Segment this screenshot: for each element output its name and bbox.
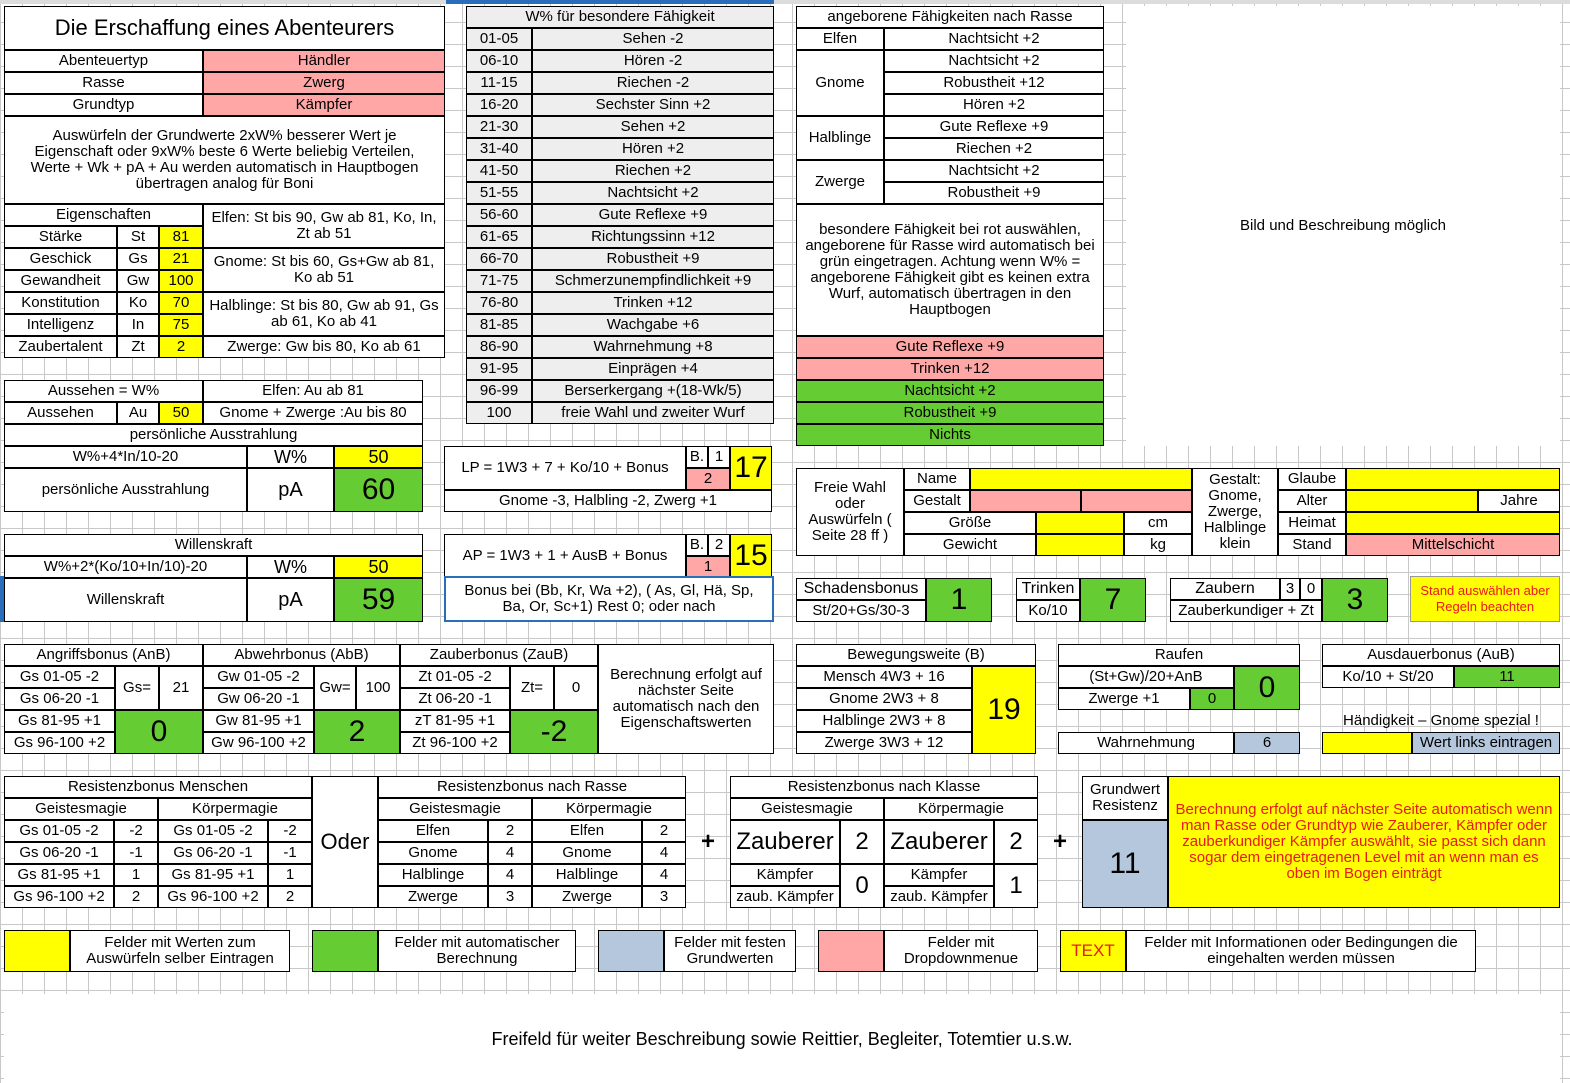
special-skill: Richtungssinn +12 (532, 226, 774, 248)
input-gewicht[interactable] (1036, 534, 1124, 556)
special-range: 11-15 (466, 72, 532, 94)
za-d1: 3 (1280, 578, 1300, 600)
innate-result-1: Nachtsicht +2 (796, 380, 1104, 402)
special-range: 01-05 (466, 28, 532, 50)
innate-header: angeborene Fähigkeiten nach Rasse (796, 6, 1104, 28)
legend-swatch-green (312, 930, 378, 972)
wahrnehmung-label: Wahrnehmung (1058, 732, 1234, 754)
anb-row: Gs 81-95 +1 (4, 710, 115, 732)
attr-name: Intelligenz (4, 314, 117, 336)
abb-row: Gw 06-20 -1 (203, 688, 314, 710)
attr-name: Konstitution (4, 292, 117, 314)
looks-header: Aussehen = W% (4, 380, 203, 402)
sheet-title: Die Erschaffung eines Abenteurers (4, 6, 445, 50)
special-range: 86-90 (466, 336, 532, 358)
special-skill: Gute Reflexe +9 (532, 204, 774, 226)
abb-row: Gw 01-05 -2 (203, 666, 314, 688)
rr-koerper-header: Körpermagie (532, 798, 686, 820)
label-gestalt: Gestalt (904, 490, 970, 512)
input-name[interactable] (970, 468, 1192, 490)
gr-label: Grundwert Resistenz (1082, 776, 1168, 820)
rr-row: Zwerge (378, 886, 488, 908)
attr-abbr: Zt (117, 336, 159, 358)
rm-row: Gs 96-100 +2 (4, 886, 114, 908)
looks-abbr: Au (117, 402, 159, 424)
rm-value: -1 (268, 842, 312, 864)
special-skill: Sehen -2 (532, 28, 774, 50)
legend-swatch-yellow (4, 930, 70, 972)
special-range: 66-70 (466, 248, 532, 270)
pa-w-value[interactable]: 50 (334, 446, 423, 468)
special-skill: Robustheit +9 (532, 248, 774, 270)
ap-die-1: 2 (708, 534, 730, 556)
abb-row: Gw 81-95 +1 (203, 710, 314, 732)
legend-swatch-pink (818, 930, 884, 972)
wk-value: 59 (334, 578, 423, 622)
innate-race-gnome: Gnome (796, 50, 884, 116)
pa-value: 60 (334, 468, 423, 512)
wk-label: pA (247, 578, 334, 622)
innate-ability: Gute Reflexe +9 (884, 116, 1104, 138)
lp-bonus-label: B. (686, 446, 708, 468)
innate-ability: Robustheit +12 (884, 72, 1104, 94)
attr-abbr: In (117, 314, 159, 336)
bw-header: Bewegungsweite (B) (796, 644, 1036, 666)
rm-row: Gs 06-20 -1 (4, 842, 114, 864)
label-glaube: Glaube (1278, 468, 1346, 490)
rm-geist-header: Geistesmagie (4, 798, 158, 820)
rk-koerper-header: Körpermagie (884, 798, 1038, 820)
zab-zt-value: 0 (554, 666, 598, 710)
select-gestalt-1[interactable] (970, 490, 1081, 512)
select-rasse[interactable]: Zwerg (203, 72, 445, 94)
select-gestalt-2[interactable] (1081, 490, 1192, 512)
legend-blue-text: Felder mit festen Grundwerten (664, 930, 796, 972)
anb-gs-label: Gs= (115, 666, 159, 710)
unit-jahre: Jahre (1478, 490, 1560, 512)
rr-value: 3 (488, 886, 532, 908)
bw-row: Gnome 2W3 + 8 (796, 688, 972, 710)
aub-value: 11 (1454, 666, 1560, 688)
rr-header: Resistenzbonus nach Rasse (378, 776, 686, 798)
sb-label: Schadensbonus (796, 578, 926, 600)
special-range: 91-95 (466, 358, 532, 380)
special-skill: Riechen -2 (532, 72, 774, 94)
special-skill: Hören +2 (532, 138, 774, 160)
looks-rule-elfen: Elfen: Au ab 81 (203, 380, 423, 402)
wk-name: Willenskraft (4, 578, 247, 622)
bw-row: Halblinge 2W3 + 8 (796, 710, 972, 732)
resistance-note: Berechnung erfolgt auf nächster Seite automatisch wenn man Rasse oder Grundtyp wie Zauberer, Kämpfer oder zauberkundiger Kämpfer auswählt, sie passt sich dann sogar dem eingetragenen Level mit an wenn man es oben im Bogen einträgt (1168, 776, 1560, 908)
ap-note-selected-cell[interactable]: Bonus bei (Bb, Kr, Wa +2), ( As, Gl, Hä, Sp, Ba, Or, Sc+1) Rest 0; oder nach (444, 576, 774, 622)
rk-zauberer: Zauberer (884, 820, 994, 864)
pa-name: persönliche Ausstrahlung (4, 468, 247, 512)
anb-row: Gs 06-20 -1 (4, 688, 115, 710)
anb-row: Gs 96-100 +2 (4, 732, 115, 754)
attr-name: Geschick (4, 248, 117, 270)
special-skill: Riechen +2 (532, 160, 774, 182)
special-skill: Sehen +2 (532, 116, 774, 138)
special-range: 96-99 (466, 380, 532, 402)
looks-rule-gnome-zwerge: Gnome + Zwerge :Au bis 80 (203, 402, 423, 424)
bw-row: Zwerge 3W3 + 12 (796, 732, 972, 754)
lp-die-1: 1 (708, 446, 730, 468)
label-groesse: Größe (904, 512, 1036, 534)
za-d2: 0 (1300, 578, 1322, 600)
raufen-zwerge: Zwerge +1 (1058, 688, 1190, 710)
pa-formula: W%+4*In/10-20 (4, 446, 247, 468)
innate-result-2: Robustheit +9 (796, 402, 1104, 424)
pa-header: persönliche Ausstrahlung (4, 424, 423, 446)
aub-header: Ausdauerbonus (AuB) (1322, 644, 1560, 666)
legend-yellow-text: Felder mit Werten zum Auswürfeln selber Eintragen (70, 930, 290, 972)
abb-header: Abwehrbonus (AbB) (203, 644, 400, 666)
rm-value: 2 (268, 886, 312, 908)
ap-bonus-select[interactable]: 1 (686, 556, 730, 578)
special-range: 21-30 (466, 116, 532, 138)
select-grundtyp[interactable]: Kämpfer (203, 94, 445, 116)
rk-kaempfer: Kämpfer (730, 864, 840, 886)
plus-sign-1: + (700, 828, 715, 855)
rk-zauberer: Zauberer (730, 820, 840, 864)
plus-sign-2: + (1052, 828, 1067, 855)
legend-green-text: Felder mit automatischer Berechnung (378, 930, 576, 972)
attr-value-st[interactable]: 81 (159, 226, 203, 248)
sb-formula: St/20+Gs/30-3 (796, 600, 926, 622)
anb-result: 0 (115, 710, 203, 754)
lp-formula: LP = 1W3 + 7 + Ko/10 + Bonus (444, 446, 686, 490)
bw-value[interactable]: 19 (972, 666, 1036, 754)
wk-w-label: W% (247, 556, 334, 578)
rr-value: 4 (642, 864, 686, 886)
label-name: Name (904, 468, 970, 490)
za-label: Zaubern (1170, 578, 1280, 600)
anb-row: Gs 01-05 -2 (4, 666, 115, 688)
selected-column-headers (446, 0, 774, 4)
special-range: 100 (466, 402, 532, 424)
ap-total[interactable]: 15 (730, 534, 772, 578)
rk-geist-header: Geistesmagie (730, 798, 884, 820)
attributes-header: Eigenschaften (4, 204, 203, 226)
attr-value-gw[interactable]: 100 (159, 270, 203, 292)
ap-formula: AP = 1W3 + 1 + AusB + Bonus (444, 534, 686, 578)
rr-value: 2 (642, 820, 686, 842)
attr-abbr: Ko (117, 292, 159, 314)
rk-zaub-kaempfer: zaub. Kämpfer (884, 886, 994, 908)
raufen-header: Raufen (1058, 644, 1300, 666)
looks-name: Aussehen (4, 402, 117, 424)
special-range: 16-20 (466, 94, 532, 116)
rm-koerper-header: Körpermagie (158, 798, 312, 820)
rr-row: Halblinge (378, 864, 488, 886)
rr-value: 4 (488, 842, 532, 864)
innate-ability: Hören +2 (884, 94, 1104, 116)
unit-kg: kg (1124, 534, 1192, 556)
sb-value: 1 (926, 578, 992, 622)
label-grundtyp: Grundtyp (4, 94, 203, 116)
label-alter: Alter (1278, 490, 1346, 512)
rk-kaempfer: Kämpfer (884, 864, 994, 886)
free-choice-label: Freie Wahl oder Auswürfeln ( Seite 28 ff ) (796, 468, 904, 556)
innate-ability: Robustheit +9 (884, 182, 1104, 204)
wk-header: Willenskraft (4, 534, 423, 556)
instruction-text: Auswürfeln der Grundwerte 2xW% besserer Wert je Eigenschaft oder 9xW% beste 6 Werte beliebig Verteilen, Werte + Wk + pA + Au werden automatisch in Hauptbogen übertragen analog für Boni (4, 116, 445, 204)
special-skill: Berserkergang +(18-Wk/5) (532, 380, 774, 402)
rr-value: 4 (642, 842, 686, 864)
anb-gs-value: 21 (159, 666, 203, 710)
special-skill: Nachtsicht +2 (532, 182, 774, 204)
ap-bonus-label: B. (686, 534, 708, 556)
lp-total[interactable]: 17 (730, 446, 772, 490)
bw-row: Mensch 4W3 + 16 (796, 666, 972, 688)
oder-label: Oder (312, 776, 378, 908)
attr-value-gs[interactable]: 21 (159, 248, 203, 270)
innate-ability: Riechen +2 (884, 138, 1104, 160)
rm-value: 1 (268, 864, 312, 886)
rr-row: Gnome (532, 842, 642, 864)
select-special-ability-1[interactable]: Gute Reflexe +9 (796, 336, 1104, 358)
rr-value: 2 (488, 820, 532, 842)
select-abenteuertyp[interactable]: Händler (203, 50, 445, 72)
special-range: 31-40 (466, 138, 532, 160)
rm-row: Gs 01-05 -2 (158, 820, 268, 842)
rk-zaub-kaempfer-value: 1 (994, 864, 1038, 908)
legend-swatch-blue (598, 930, 664, 972)
attr-value-in[interactable]: 75 (159, 314, 203, 336)
stand-note: Stand auswählen aber Regeln beachten (1410, 576, 1560, 622)
special-header: W% für besondere Fähigkeit (466, 6, 774, 28)
innate-result-3: Nichts (796, 424, 1104, 446)
attr-name: Stärke (4, 226, 117, 248)
pa-label: pA (247, 468, 334, 512)
innate-ability: Nachtsicht +2 (884, 28, 1104, 50)
special-skill: Schmerzunempfindlichkeit +9 (532, 270, 774, 292)
haendigkeit-input[interactable] (1322, 732, 1412, 754)
select-special-ability-2[interactable]: Trinken +12 (796, 358, 1104, 380)
label-stand: Stand (1278, 534, 1346, 556)
rr-row: Elfen (378, 820, 488, 842)
column-header-strip (0, 0, 1570, 4)
rm-row: Gs 81-95 +1 (4, 864, 114, 886)
rm-value: 2 (114, 886, 158, 908)
pa-w-label: W% (247, 446, 334, 468)
calc-note: Berechnung erfolgt auf nächster Seite automatisch nach den Eigenschaftswerten (598, 644, 774, 754)
special-skill: Trinken +12 (532, 292, 774, 314)
za-sub: Zauberkundiger + Zt (1170, 600, 1322, 622)
wahrnehmung-value: 6 (1234, 732, 1300, 754)
rm-value: -2 (268, 820, 312, 842)
haendigkeit-label: Händigkeit – Gnome spezial ! (1343, 712, 1539, 729)
special-range: 76-80 (466, 292, 532, 314)
tr-value: 7 (1080, 578, 1146, 622)
rule-gnome: Gnome: St bis 60, Gs+Gw ab 81, Ko ab 51 (203, 248, 445, 292)
label-gewicht: Gewicht (904, 534, 1036, 556)
special-range: 06-10 (466, 50, 532, 72)
rm-row: Gs 81-95 +1 (158, 864, 268, 886)
special-skill: Sechster Sinn +2 (532, 94, 774, 116)
za-value: 3 (1322, 578, 1388, 622)
legend-info-text: Felder mit Informationen oder Bedingungen die eingehalten werden müssen (1126, 930, 1476, 972)
special-skill: Hören -2 (532, 50, 774, 72)
zab-row: zT 81-95 +1 (400, 710, 510, 732)
rm-row: Gs 06-20 -1 (158, 842, 268, 864)
rule-elfen: Elfen: St bis 90, Gw ab 81, Ko, In, Zt ab 51 (203, 204, 445, 248)
raufen-formula: (St+Gw)/20+AnB (1058, 666, 1234, 688)
rk-kaempfer-value: 0 (840, 864, 884, 908)
input-alter[interactable] (1346, 490, 1478, 512)
special-range: 71-75 (466, 270, 532, 292)
label-heimat: Heimat (1278, 512, 1346, 534)
special-range: 51-55 (466, 182, 532, 204)
rr-row: Elfen (532, 820, 642, 842)
special-skill: Einprägen +4 (532, 358, 774, 380)
lp-bonus-select[interactable]: 2 (686, 468, 730, 490)
attr-name: Zaubertalent (4, 336, 117, 358)
input-groesse[interactable] (1036, 512, 1124, 534)
rule-halblinge: Halblinge: St bis 80, Gw ab 91, Gs ab 61, Ko ab 41 (203, 292, 445, 336)
wk-formula: W%+2*(Ko/10+In/10)-20 (4, 556, 247, 578)
special-range: 61-65 (466, 226, 532, 248)
raufen-value: 0 (1234, 666, 1300, 710)
abb-gw-label: Gw= (314, 666, 356, 710)
rm-row: Gs 01-05 -2 (4, 820, 114, 842)
zab-row: Zt 06-20 -1 (400, 688, 510, 710)
attr-abbr: St (117, 226, 159, 248)
rr-row: Halblinge (532, 864, 642, 886)
innate-race-elfen: Elfen (796, 28, 884, 50)
legend-swatch-text: TEXT (1060, 930, 1126, 972)
rm-row: Gs 96-100 +2 (158, 886, 268, 908)
label-rasse: Rasse (4, 72, 203, 94)
wk-w-value[interactable]: 50 (334, 556, 423, 578)
attr-abbr: Gw (117, 270, 159, 292)
special-range: 41-50 (466, 160, 532, 182)
rk-zauberer-value: 2 (994, 820, 1038, 864)
rk-zauberer-value: 2 (840, 820, 884, 864)
tr-formula: Ko/10 (1016, 600, 1080, 622)
legend-pink-text: Felder mit Dropdownmenue (884, 930, 1038, 972)
select-stand[interactable]: Mittelschicht (1346, 534, 1560, 556)
tr-label: Trinken (1016, 578, 1080, 600)
innate-note: besondere Fähigkeit bei rot auswählen, angeborene für Rasse wird automatisch bei grün eingetragen. Achtung wenn W% = angeborene Fähigkeit gibt es keinen extra Wurf, automatisch übertragen in den Hauptbogen (796, 204, 1104, 336)
rm-value: 1 (114, 864, 158, 886)
free-description-area[interactable]: Freifeld für weiter Beschreibung sowie Reittier, Begleiter, Totemtier u.s.w. (4, 994, 1560, 1083)
unit-cm: cm (1124, 512, 1192, 534)
special-skill: Wahrnehmung +8 (532, 336, 774, 358)
rr-row: Gnome (378, 842, 488, 864)
gr-value: 11 (1082, 820, 1168, 908)
haendigkeit-hint: Wert links eintragen (1412, 732, 1560, 754)
special-range: 81-85 (466, 314, 532, 336)
input-glaube[interactable] (1346, 468, 1560, 490)
rm-value: -1 (114, 842, 158, 864)
rm-value: -2 (114, 820, 158, 842)
anb-header: Angriffsbonus (AnB) (4, 644, 203, 666)
lp-note: Gnome -3, Halbling -2, Zwerg +1 (444, 490, 772, 512)
raufen-zwerge-value: 0 (1190, 688, 1234, 710)
abb-result: 2 (314, 710, 400, 754)
looks-value[interactable]: 50 (159, 402, 203, 424)
aub-formula: Ko/10 + St/20 (1322, 666, 1454, 688)
innate-race-zwerge: Zwerge (796, 160, 884, 204)
attr-value-zt[interactable]: 2 (159, 336, 203, 358)
special-skill: freie Wahl und zweiter Wurf (532, 402, 774, 424)
rk-zaub-kaempfer: zaub. Kämpfer (730, 886, 840, 908)
rule-zwerge: Zwerge: Gw bis 80, Ko ab 61 (203, 336, 445, 358)
zab-zt-label: Zt= (510, 666, 554, 710)
special-skill: Wachgabe +6 (532, 314, 774, 336)
rr-geist-header: Geistesmagie (378, 798, 532, 820)
attr-abbr: Gs (117, 248, 159, 270)
rr-row: Zwerge (532, 886, 642, 908)
rm-header: Resistenzbonus Menschen (4, 776, 312, 798)
abb-row: Gw 96-100 +2 (203, 732, 314, 754)
gestalt-note: Gestalt: Gnome, Zwerge, Halblinge klein (1192, 468, 1278, 556)
attr-value-ko[interactable]: 70 (159, 292, 203, 314)
innate-ability: Nachtsicht +2 (884, 160, 1104, 182)
label-abenteuertyp: Abenteuertyp (4, 50, 203, 72)
special-range: 56-60 (466, 204, 532, 226)
innate-ability: Nachtsicht +2 (884, 50, 1104, 72)
attr-name: Gewandheit (4, 270, 117, 292)
zab-header: Zauberbonus (ZauB) (400, 644, 598, 666)
zab-row: Zt 01-05 -2 (400, 666, 510, 688)
abb-gw-value: 100 (356, 666, 400, 710)
rr-value: 4 (488, 864, 532, 886)
zab-result: -2 (510, 710, 598, 754)
rr-value: 3 (642, 886, 686, 908)
rk-header: Resistenzbonus nach Klasse (730, 776, 1038, 798)
picture-area[interactable]: Bild und Beschreibung möglich (1126, 6, 1560, 446)
zab-row: Zt 96-100 +2 (400, 732, 510, 754)
input-heimat[interactable] (1346, 512, 1560, 534)
innate-race-halblinge: Halblinge (796, 116, 884, 160)
